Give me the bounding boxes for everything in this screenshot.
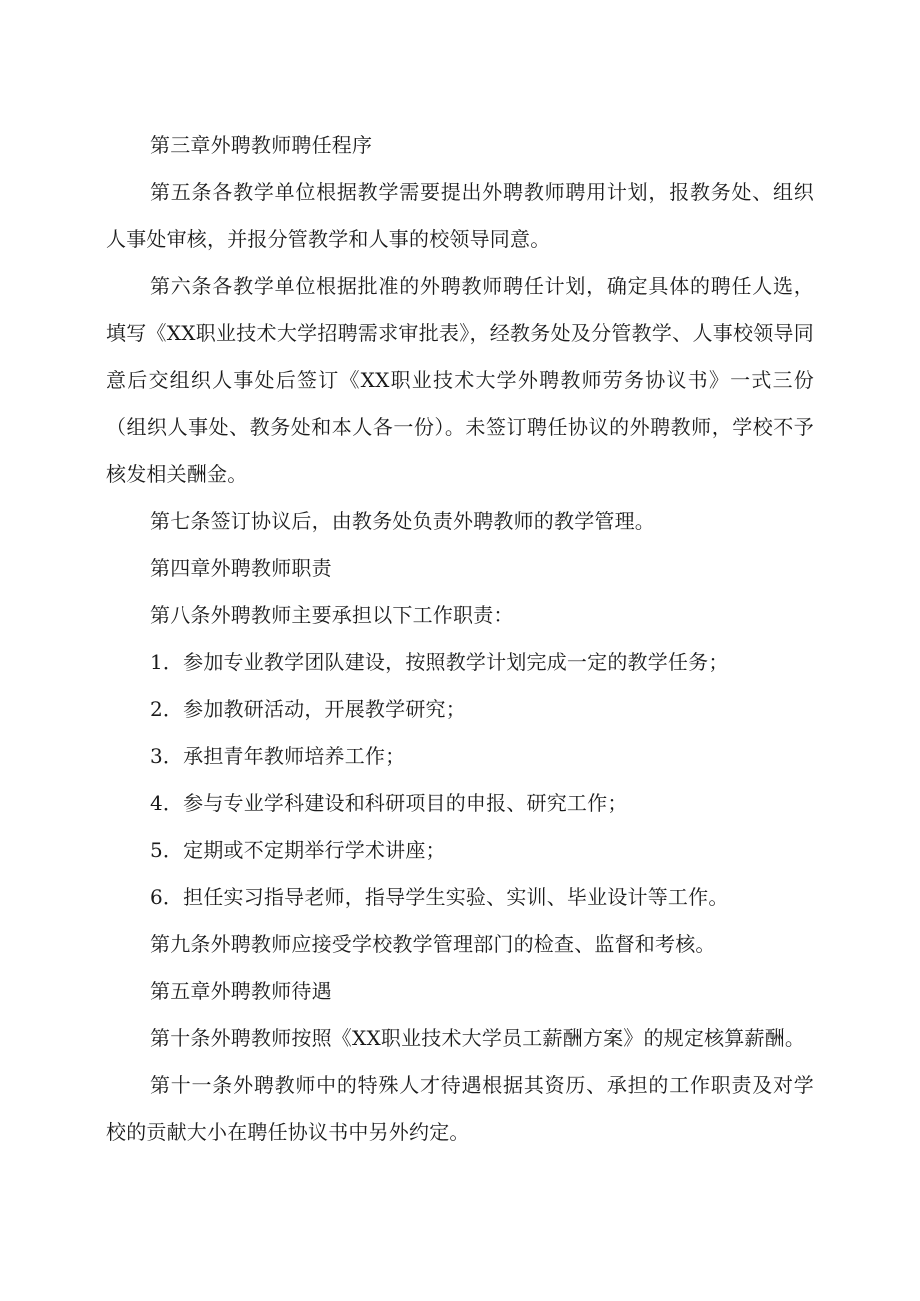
document-body bbox=[106, 122, 814, 1156]
duty-item-3: 3．承担青年教师培养工作； bbox=[150, 744, 406, 768]
article-6: 第六条各教学单位根据批准的外聘教师聘任计划，确定具体的聘任人选，填写《XX职业技术大学招聘需求审批表》，经教务处及分管教学、人事校领导同意后交组织人事处后签订《XX职业技术大学外聘教师劳务协议书》一式三份（组织人事处、教务处和本人各一份）。未签订聘任协议的外聘教师，学校不予核发相关酬金。 bbox=[106, 274, 814, 486]
duty-item-2: 2．参加教研活动，开展教学研究； bbox=[150, 697, 466, 721]
duty-item-5: 5．定期或不定期举行学术讲座； bbox=[150, 838, 446, 862]
duty-item-1: 1．参加专业教学团队建设，按照教学计划完成一定的教学任务； bbox=[150, 650, 729, 674]
duty-item-4: 4．参与专业学科建设和科研项目的申报、研究工作； bbox=[150, 791, 628, 815]
article-11: 第十一条外聘教师中的特殊人才待遇根据其资历、承担的工作职责及对学校的贡献大小在聘任协议书中另外约定。 bbox=[106, 1073, 814, 1144]
article-5: 第五条各教学单位根据教学需要提出外聘教师聘用计划，报教务处、组织人事处审核，并报分管教学和人事的校领导同意。 bbox=[106, 180, 814, 251]
chapter-heading-3: 第三章外聘教师聘任程序 bbox=[150, 133, 373, 157]
article-9: 第九条外聘教师应接受学校教学管理部门的检查、监督和考核。 bbox=[150, 932, 716, 956]
chapter-heading-4: 第四章外聘教师职责 bbox=[150, 556, 332, 580]
chapter-heading-5: 第五章外聘教师待遇 bbox=[150, 979, 332, 1003]
article-7: 第七条签订协议后，由教务处负责外聘教师的教学管理。 bbox=[150, 509, 655, 533]
article-10: 第十条外聘教师按照《XX职业技术大学员工薪酬方案》的规定核算薪酬。 bbox=[150, 1026, 806, 1050]
article-8: 第八条外聘教师主要承担以下工作职责： bbox=[150, 603, 514, 627]
duty-item-6: 6．担任实习指导老师，指导学生实验、实训、毕业设计等工作。 bbox=[150, 885, 729, 909]
